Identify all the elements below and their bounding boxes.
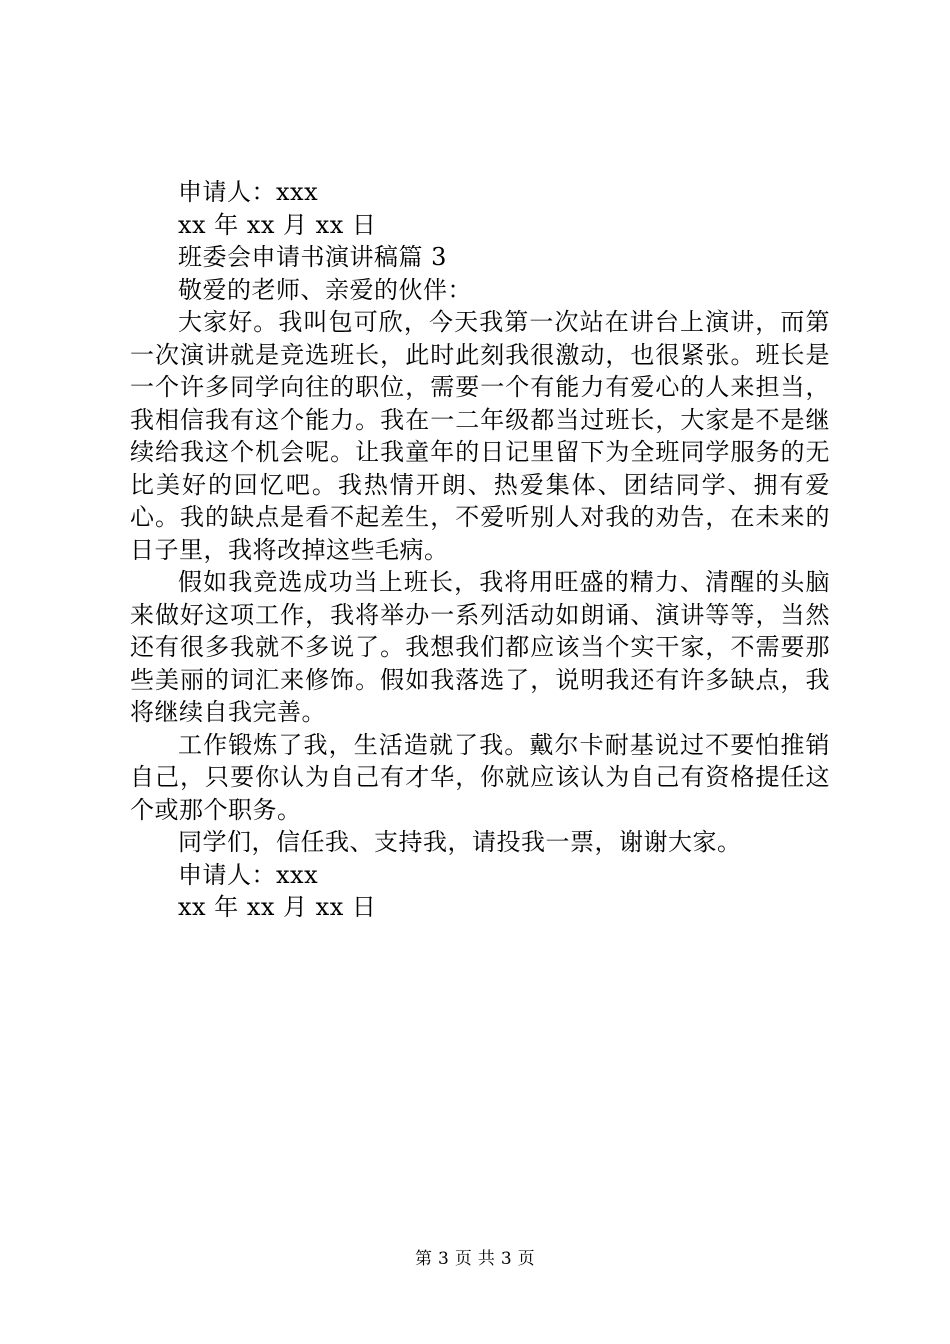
- date-line: xx 年 xx 月 xx 日: [178, 210, 377, 239]
- section-title: 班委会申请书演讲稿篇 3: [178, 243, 447, 271]
- signature-applicant: 申请人：xxx: [178, 860, 319, 889]
- body-paragraph-2: 假如我竞选成功当上班长，我将用旺盛的精力、清醒的头脑来做好这项工作，我将举办一系列活动如朗诵、演讲等等，当然还有很多我就不多说了。我想我们都应该当个实干家，不需要那些美丽的词汇来修饰。假如我落选了，说明我还有许多缺点，我将继续自我完善。: [130, 568, 830, 726]
- page-number-footer: 第 3 页 共 3 页: [415, 1249, 535, 1269]
- body-paragraph-3: 工作锻炼了我，生活造就了我。戴尔卡耐基说过不要怕推销自己，只要你认为自己有才华，你就应该认为自己有资格提任这个或那个职务。: [130, 730, 830, 824]
- salutation: 敬爱的老师、亲爱的伙伴：: [178, 275, 472, 304]
- signature-date: xx 年 xx 月 xx 日: [178, 893, 377, 921]
- closing-line: 同学们，信任我、支持我，请投我一票，谢谢大家。: [178, 828, 742, 856]
- document-body: [130, 176, 830, 924]
- body-paragraph-1: 大家好。我叫包可欣，今天我第一次站在讲台上演讲，而第一次演讲就是竞选班长，此时此刻我很激动，也很紧张。班长是一个许多同学向往的职位，需要一个有能力有爱心的人来担当，我相信我有这个能力。我在一二年级都当过班长，大家是不是继续给我这个机会呢。让我童年的日记里留下为全班同学服务的无比美好的回忆吧。我热情开朗、热爱集体、团结同学、拥有爱心。我的缺点是看不起差生，不爱听别人对我的劝告，在未来的日子里，我将改掉这些毛病。: [130, 308, 830, 564]
- applicant-line: 申请人：xxx: [178, 178, 319, 206]
